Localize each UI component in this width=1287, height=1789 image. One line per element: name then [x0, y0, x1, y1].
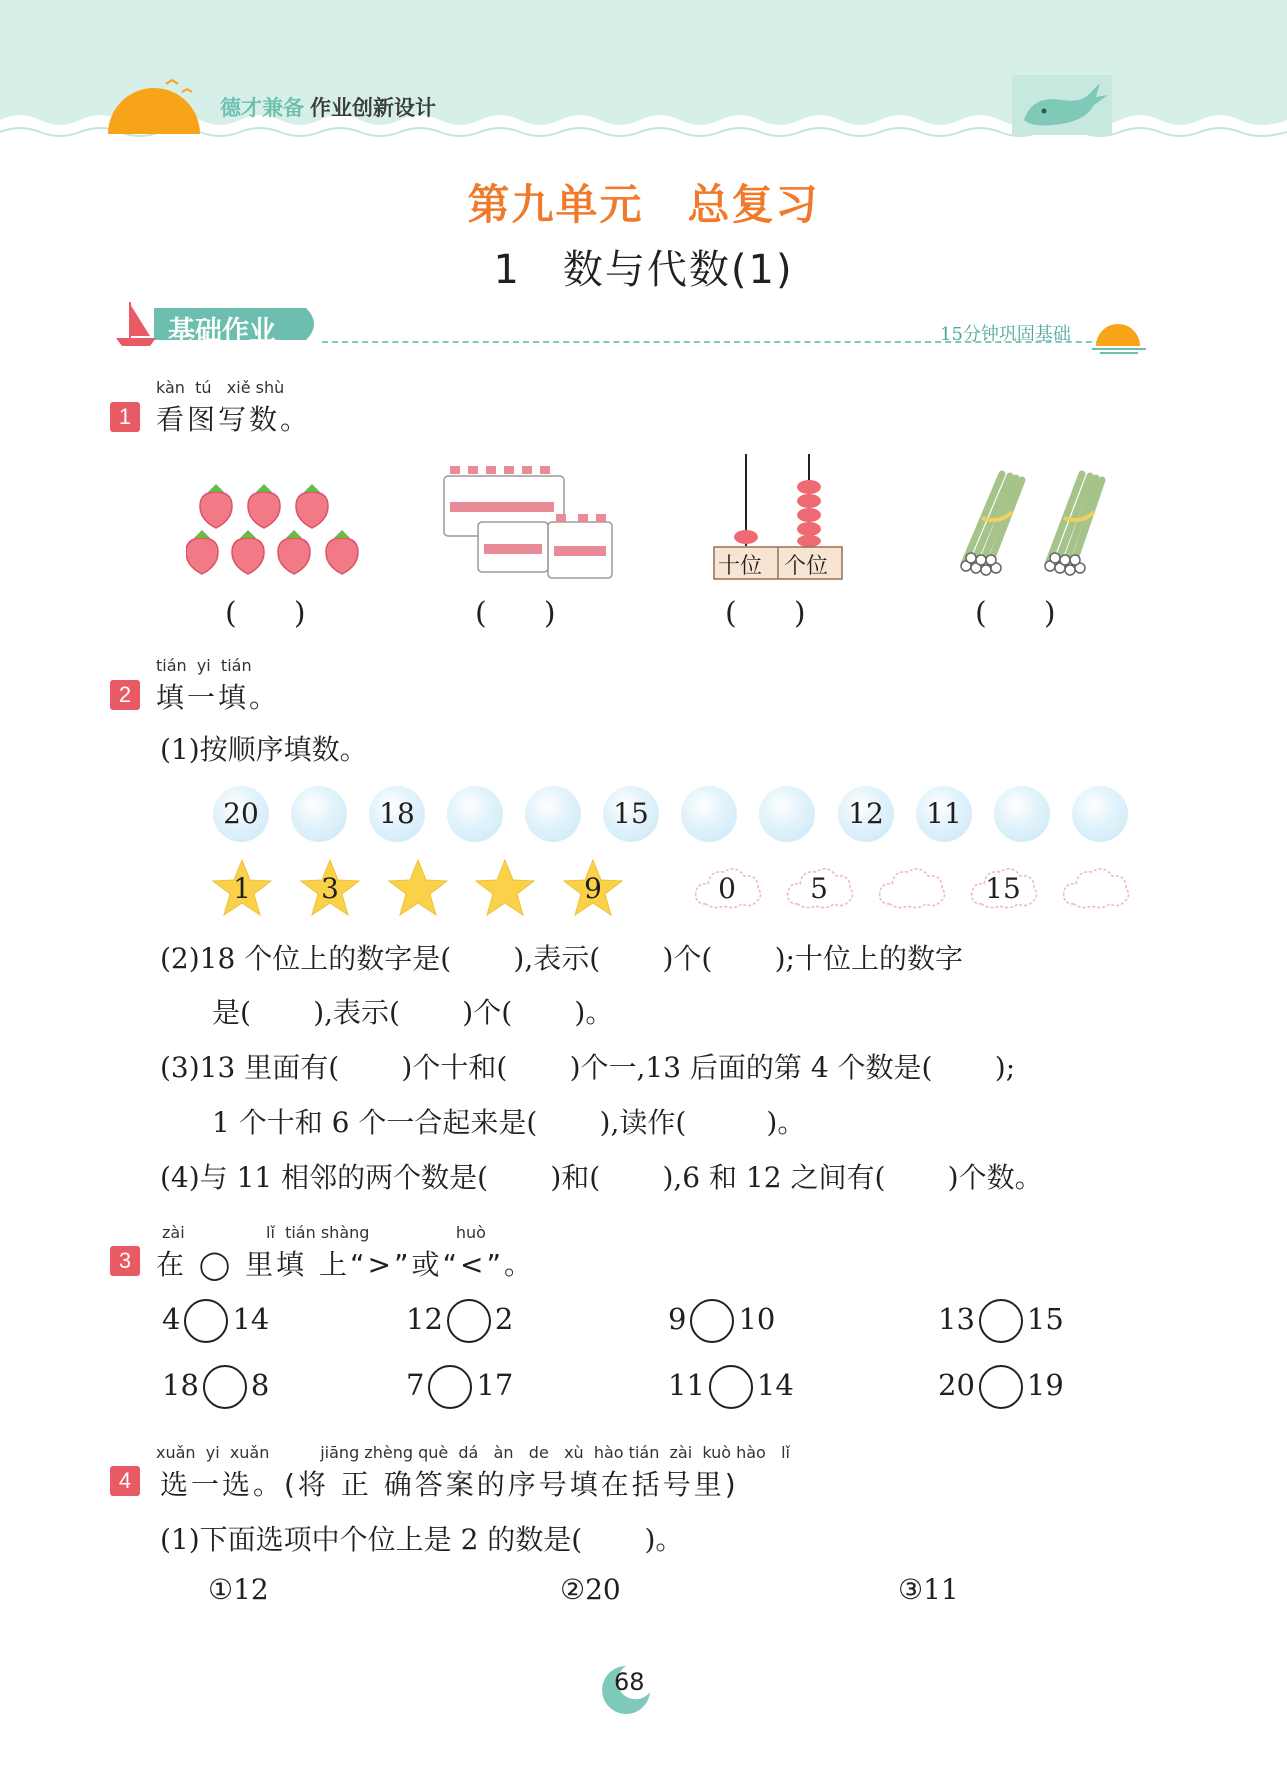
brand-part1: 德才兼备	[220, 96, 304, 120]
compare-right: 17	[476, 1368, 514, 1402]
unit-title	[0, 172, 1287, 232]
compare-circle[interactable]	[184, 1299, 228, 1343]
q4-number: 4	[110, 1466, 140, 1496]
sequence-bubble-blank[interactable]	[447, 786, 503, 842]
unit-title-b: 总复习	[687, 180, 820, 229]
q2-part2-line2: 是( ),表示( )个( )。	[212, 996, 614, 1029]
compare-item	[406, 1299, 513, 1343]
q1-answer-blank-1[interactable]: ( )	[225, 596, 306, 631]
q3-pinyin: zài lǐ tián shàng huò	[162, 1223, 486, 1242]
q2-part4: (4)与 11 相邻的两个数是( )和( ),6 和 12 之间有( )个数。	[160, 1161, 1043, 1194]
q3-text: 在 ◯ 里填 上“>”或“<”。	[156, 1248, 535, 1281]
sun-icon	[104, 78, 204, 138]
compare-right: 2	[494, 1302, 514, 1336]
compare-left: 4	[162, 1302, 181, 1336]
brand-part2: 作业创新设计	[310, 96, 436, 120]
compare-item	[668, 1365, 794, 1409]
compare-circle[interactable]	[447, 1299, 491, 1343]
q2-number: 2	[110, 680, 140, 710]
star-number: 1	[233, 872, 251, 905]
abacus-label-ones: 个位	[784, 554, 829, 579]
compare-right: 14	[756, 1368, 794, 1402]
cloud-blank-icon[interactable]	[876, 864, 946, 914]
q4-option-3[interactable]: ③11	[898, 1573, 959, 1606]
q2-text: 填一填。	[156, 681, 281, 714]
compare-right: 14	[232, 1302, 270, 1336]
q3-number: 3	[110, 1246, 140, 1276]
q2-part3-line1: (3)13 里面有( )个十和( )个一,13 后面的第 4 个数是( );	[160, 1051, 1016, 1084]
compare-circle[interactable]	[690, 1299, 734, 1343]
q1-text: 看图写数。	[156, 403, 312, 436]
q2-part2-line1: (2)18 个位上的数字是( ),表示( )个( );十位上的数字	[160, 942, 963, 975]
sequence-bubble: 15	[603, 786, 659, 842]
star-blank-icon[interactable]	[388, 858, 448, 918]
compare-circle[interactable]	[428, 1365, 472, 1409]
q4-option-2[interactable]: ②20	[560, 1573, 621, 1606]
sequence-bubble-blank[interactable]	[994, 786, 1050, 842]
sequence-bubble-blank[interactable]	[291, 786, 347, 842]
cloud-number: 0	[718, 872, 736, 905]
compare-left: 11	[668, 1368, 705, 1402]
sequence-bubble-blank[interactable]	[1072, 786, 1128, 842]
cloud-number: 15	[985, 872, 1021, 905]
sequence-bubble-blank[interactable]	[525, 786, 581, 842]
compare-item	[162, 1299, 269, 1343]
q1-answer-blank-3[interactable]: ( )	[725, 596, 806, 631]
star-number: 3	[321, 872, 339, 905]
yogurt-bottles-icon	[438, 462, 618, 582]
q2-part3-line2: 1 个十和 6 个一合起来是( ),读作( )。	[212, 1106, 806, 1139]
compare-item	[406, 1365, 513, 1409]
sequence-bubble: 12	[838, 786, 894, 842]
cloud-blank-icon[interactable]	[1060, 864, 1130, 914]
q1-pinyin: kàn tú xiě shù	[156, 378, 285, 397]
q1-number: 1	[110, 402, 140, 432]
section-label: 基础作业	[168, 316, 276, 347]
q2-pinyin: tián yi tián	[156, 656, 252, 675]
page-number: 68	[614, 1668, 645, 1696]
compare-right: 19	[1026, 1368, 1064, 1402]
strawberries-icon	[186, 482, 376, 582]
compare-right: 15	[1026, 1302, 1064, 1336]
compare-left: 13	[938, 1302, 975, 1336]
compare-circle[interactable]	[979, 1365, 1023, 1409]
q4-option-1[interactable]: ①12	[208, 1573, 269, 1606]
small-sun-icon	[1092, 316, 1146, 356]
compare-left: 12	[406, 1302, 443, 1336]
whale-icon	[1012, 75, 1112, 135]
brand-title	[220, 92, 436, 122]
compare-left: 18	[162, 1368, 199, 1402]
compare-left: 9	[668, 1302, 687, 1336]
abacus-label-tens: 十位	[718, 554, 763, 579]
sequence-bubble-blank[interactable]	[681, 786, 737, 842]
compare-item	[668, 1299, 775, 1343]
star-number: 9	[584, 872, 602, 905]
q1-answer-blank-4[interactable]: ( )	[975, 596, 1056, 631]
compare-left: 7	[406, 1368, 425, 1402]
q4-text: 选一选。(将 正 确答案的序号填在括号里)	[160, 1468, 739, 1501]
sequence-bubble: 11	[916, 786, 972, 842]
lesson-title: 1 数与代数(1)	[493, 247, 794, 293]
sequence-bubble: 18	[369, 786, 425, 842]
unit-title-a: 第九单元	[467, 180, 644, 229]
q1-answer-blank-2[interactable]: ( )	[475, 596, 556, 631]
q2-part1: (1)按顺序填数。	[160, 733, 368, 766]
section-note: 15分钟巩固基础	[940, 324, 1071, 345]
sequence-bubble: 20	[213, 786, 269, 842]
stick-bundles-icon	[952, 468, 1122, 580]
star-blank-icon[interactable]	[475, 858, 535, 918]
compare-circle[interactable]	[979, 1299, 1023, 1343]
compare-item	[938, 1299, 1064, 1343]
compare-circle[interactable]	[709, 1365, 753, 1409]
compare-left: 20	[938, 1368, 975, 1402]
compare-right: 8	[250, 1368, 270, 1402]
compare-circle[interactable]	[203, 1365, 247, 1409]
q4-part1: (1)下面选项中个位上是 2 的数是( )。	[160, 1523, 684, 1556]
compare-right: 10	[738, 1302, 776, 1336]
sequence-bubble-blank[interactable]	[759, 786, 815, 842]
q4-pinyin: xuǎn yi xuǎn jiāng zhèng què dá àn de xù hào tián zài kuò hào lǐ	[156, 1443, 790, 1462]
compare-item	[162, 1365, 269, 1409]
compare-item	[938, 1365, 1064, 1409]
cloud-number: 5	[810, 872, 828, 905]
